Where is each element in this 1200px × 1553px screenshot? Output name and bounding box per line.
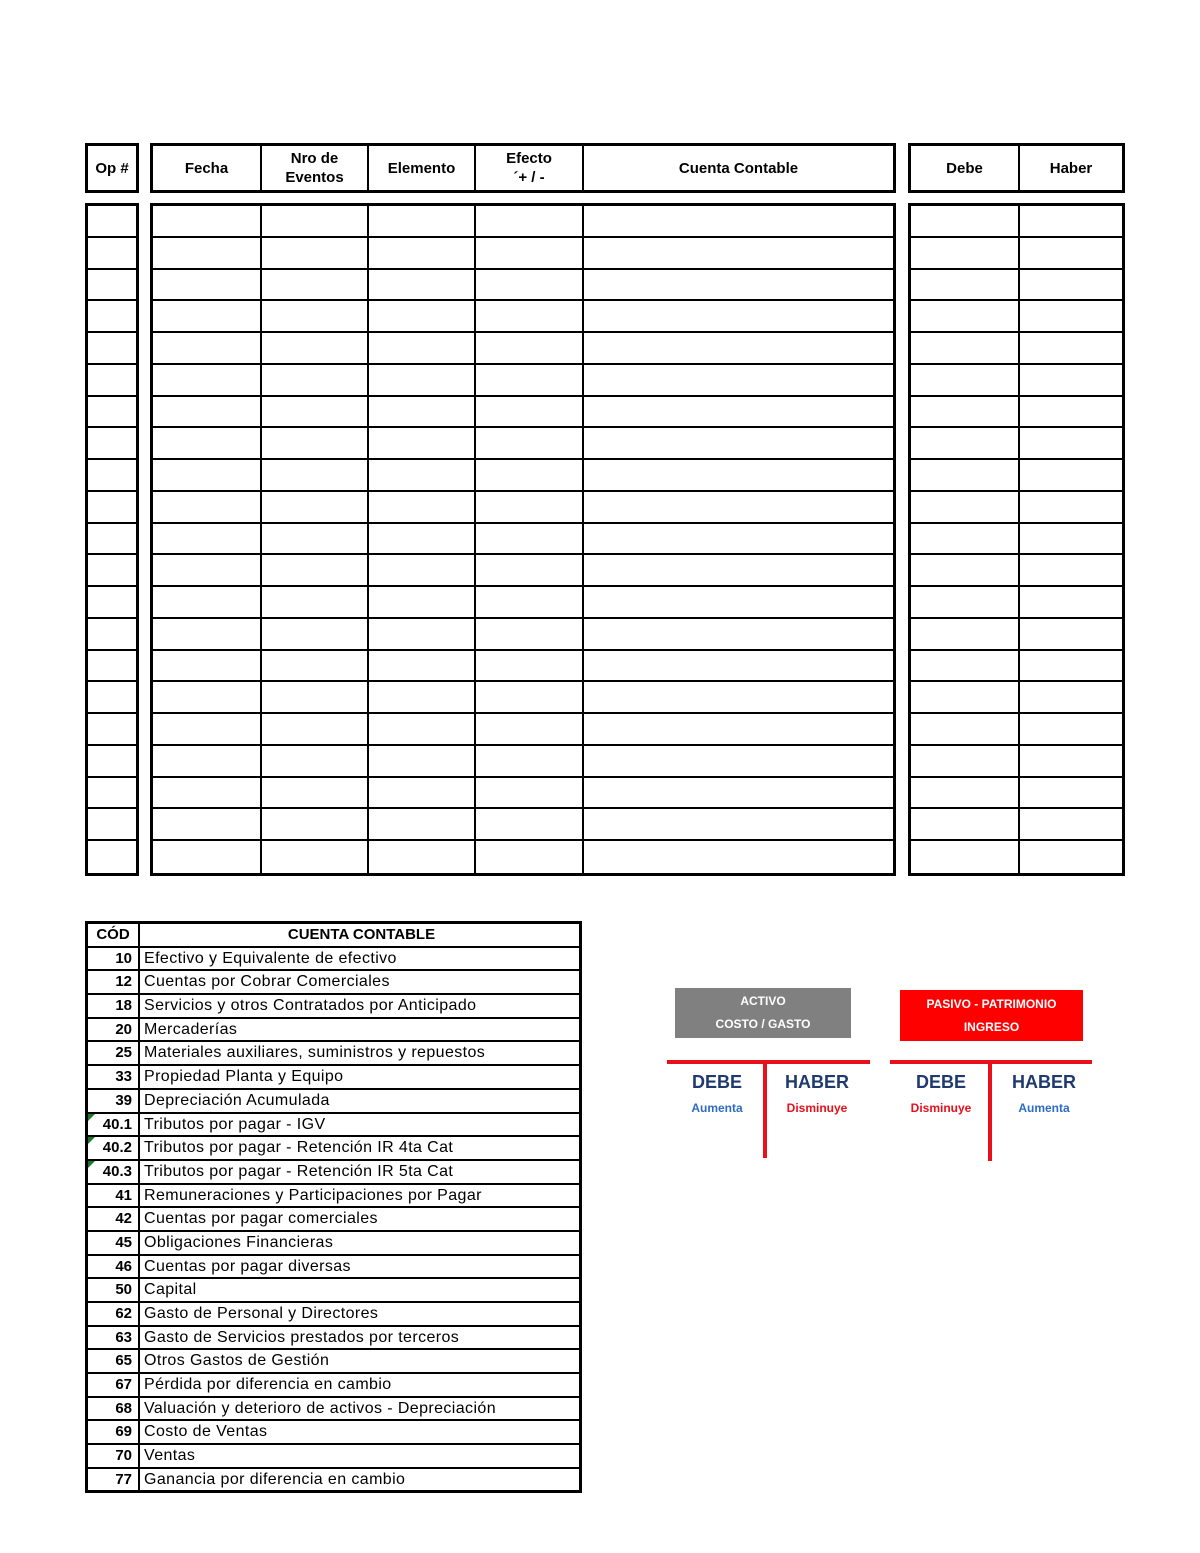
journal-fecha-cell[interactable] [153, 651, 262, 683]
journal-fecha-cell[interactable] [153, 841, 262, 873]
journal-efecto-cell[interactable] [476, 841, 584, 873]
journal-haber-cell[interactable] [1020, 428, 1122, 460]
journal-fecha-cell[interactable] [153, 619, 262, 651]
activo-line2: COSTO / GASTO [715, 1017, 811, 1031]
journal-elemento-cell[interactable] [369, 841, 476, 873]
efecto-line2: ´+ / - [513, 169, 545, 186]
journal-haber-cell[interactable] [1020, 651, 1122, 683]
journal-nro-eventos-cell[interactable] [262, 682, 369, 714]
left-t-vertical [763, 1060, 767, 1158]
journal-haber-cell[interactable] [1020, 492, 1122, 524]
journal-debe-cell[interactable] [911, 238, 1020, 270]
journal-nro-eventos-cell[interactable] [262, 714, 369, 746]
journal-fecha-cell[interactable] [153, 492, 262, 524]
op-column-grid [85, 203, 139, 876]
journal-elemento-cell[interactable] [369, 619, 476, 651]
journal-elemento-cell[interactable] [369, 682, 476, 714]
pasivo-box [900, 990, 1083, 1041]
account-code: 18 [88, 995, 140, 1017]
account-row [88, 1327, 579, 1351]
account-code: 65 [88, 1350, 140, 1372]
account-name: Efectivo y Equivalente de efectivo [144, 949, 397, 967]
journal-op-cell[interactable] [88, 492, 136, 524]
left-debe-effect: Aumenta [691, 1101, 743, 1115]
journal-fecha-cell[interactable] [153, 809, 262, 841]
account-code: 68 [88, 1398, 140, 1420]
left-debe-label: DEBE [691, 1072, 742, 1092]
journal-efecto-cell[interactable] [476, 238, 584, 270]
journal-cuenta-contable-cell[interactable] [584, 587, 893, 619]
journal-fecha-cell[interactable] [153, 778, 262, 810]
journal-fecha-cell[interactable] [153, 428, 262, 460]
journal-fecha-cell[interactable] [153, 397, 262, 429]
journal-cuenta-contable-cell[interactable] [584, 524, 893, 556]
journal-elemento-cell[interactable] [369, 492, 476, 524]
journal-header [150, 143, 896, 193]
journal-fecha-cell[interactable] [153, 333, 262, 365]
journal-efecto-cell[interactable] [476, 809, 584, 841]
account-code: 45 [88, 1232, 140, 1254]
journal-haber-cell[interactable] [1020, 206, 1122, 238]
account-name: Ventas [144, 1447, 196, 1465]
efecto-line1: Efecto [506, 150, 552, 167]
right-debe-label: DEBE [915, 1072, 966, 1092]
journal-debe-cell[interactable] [911, 270, 1020, 302]
journal-fecha-cell[interactable] [153, 460, 262, 492]
journal-op-cell[interactable] [88, 714, 136, 746]
nro-eventos-line2: Eventos [285, 169, 344, 186]
journal-op-cell[interactable] [88, 619, 136, 651]
account-row [88, 1232, 579, 1256]
journal-op-cell[interactable] [88, 587, 136, 619]
account-name: Capital [144, 1281, 197, 1299]
journal-debe-cell[interactable] [911, 841, 1020, 873]
account-code-table [85, 921, 582, 1493]
account-row [88, 1114, 579, 1138]
account-name: Otros Gastos de Gestión [144, 1352, 330, 1370]
journal-haber-cell[interactable] [1020, 587, 1122, 619]
journal-cuenta-contable-cell[interactable] [584, 301, 893, 333]
journal-elemento-cell[interactable] [369, 524, 476, 556]
right-haber-label: HABER [1011, 1072, 1076, 1092]
journal-cuenta-contable-cell[interactable] [584, 746, 893, 778]
journal-elemento-cell[interactable] [369, 809, 476, 841]
journal-debe-cell[interactable] [911, 714, 1020, 746]
account-row [88, 1445, 579, 1469]
account-name: Depreciación Acumulada [144, 1091, 330, 1109]
journal-nro-eventos-cell[interactable] [262, 841, 369, 873]
amounts-grid [908, 203, 1125, 876]
account-row [88, 1208, 579, 1232]
left-t-horizontal [667, 1060, 870, 1064]
account-name: Cuentas por Cobrar Comerciales [144, 973, 390, 991]
journal-op-cell[interactable] [88, 841, 136, 873]
journal-elemento-cell[interactable] [369, 651, 476, 683]
journal-op-cell[interactable] [88, 365, 136, 397]
journal-efecto-cell[interactable] [476, 746, 584, 778]
journal-cuenta-contable-cell[interactable] [584, 428, 893, 460]
journal-nro-eventos-cell[interactable] [262, 746, 369, 778]
journal-op-cell[interactable] [88, 555, 136, 587]
journal-cuenta-contable-cell[interactable] [584, 651, 893, 683]
journal-haber-cell[interactable] [1020, 809, 1122, 841]
journal-cuenta-contable-cell[interactable] [584, 333, 893, 365]
haber-header: Haber [1049, 159, 1093, 177]
account-name: Remuneraciones y Participaciones por Pagar [144, 1186, 482, 1204]
journal-op-cell[interactable] [88, 524, 136, 556]
journal-efecto-cell[interactable] [476, 778, 584, 810]
journal-nro-eventos-cell[interactable] [262, 492, 369, 524]
account-row [88, 1398, 579, 1422]
elemento-header: Elemento [369, 146, 476, 190]
journal-efecto-cell[interactable] [476, 714, 584, 746]
journal-op-cell[interactable] [88, 428, 136, 460]
account-name: Tributos por pagar - Retención IR 5ta Cat [144, 1162, 454, 1180]
account-code: 70 [88, 1445, 140, 1467]
account-code: 40.2 [88, 1137, 140, 1159]
journal-efecto-cell[interactable] [476, 651, 584, 683]
journal-nro-eventos-cell[interactable] [262, 333, 369, 365]
journal-op-cell[interactable] [88, 460, 136, 492]
account-name: Mercaderías [144, 1020, 238, 1038]
account-row [88, 1256, 579, 1280]
op-header [85, 143, 139, 193]
account-row [88, 1374, 579, 1398]
journal-elemento-cell[interactable] [369, 270, 476, 302]
account-code: 25 [88, 1042, 140, 1064]
journal-debe-cell[interactable] [911, 206, 1020, 238]
journal-cuenta-contable-cell[interactable] [584, 555, 893, 587]
activo-box [675, 988, 851, 1038]
account-code: 41 [88, 1185, 140, 1207]
journal-elemento-cell[interactable] [369, 301, 476, 333]
op-header-label: Op # [95, 159, 129, 177]
journal-efecto-cell[interactable] [476, 460, 584, 492]
account-name: Gasto de Servicios prestados por terceros [144, 1328, 460, 1346]
account-row [88, 1469, 579, 1493]
journal-efecto-cell[interactable] [476, 270, 584, 302]
account-name: Cuentas por pagar comerciales [144, 1210, 378, 1228]
journal-op-cell[interactable] [88, 206, 136, 238]
account-code: 67 [88, 1374, 140, 1396]
journal-cuenta-contable-cell[interactable] [584, 397, 893, 429]
account-row [88, 1185, 579, 1209]
journal-efecto-cell[interactable] [476, 492, 584, 524]
journal-haber-cell[interactable] [1020, 397, 1122, 429]
journal-fecha-cell[interactable] [153, 365, 262, 397]
account-code: 40.3 [88, 1161, 140, 1183]
journal-fecha-cell[interactable] [153, 238, 262, 270]
journal-debe-cell[interactable] [911, 682, 1020, 714]
journal-debe-cell[interactable] [911, 428, 1020, 460]
journal-haber-cell[interactable] [1020, 841, 1122, 873]
journal-haber-cell[interactable] [1020, 301, 1122, 333]
account-name: Tributos por pagar - Retención IR 4ta Cat [144, 1139, 454, 1157]
journal-haber-cell[interactable] [1020, 714, 1122, 746]
account-name: Cuentas por pagar diversas [144, 1257, 351, 1275]
journal-nro-eventos-cell[interactable] [262, 270, 369, 302]
journal-efecto-cell[interactable] [476, 301, 584, 333]
journal-efecto-cell[interactable] [476, 619, 584, 651]
journal-debe-cell[interactable] [911, 301, 1020, 333]
account-name: Gasto de Personal y Directores [144, 1305, 379, 1322]
journal-haber-cell[interactable] [1020, 746, 1122, 778]
journal-nro-eventos-cell[interactable] [262, 206, 369, 238]
left-haber-label: HABER [784, 1072, 849, 1092]
journal-efecto-cell[interactable] [476, 587, 584, 619]
journal-op-cell[interactable] [88, 651, 136, 683]
journal-elemento-cell[interactable] [369, 428, 476, 460]
journal-cuenta-contable-cell[interactable] [584, 682, 893, 714]
journal-debe-cell[interactable] [911, 492, 1020, 524]
account-code: 77 [88, 1469, 140, 1493]
journal-haber-cell[interactable] [1020, 778, 1122, 810]
journal-nro-eventos-cell[interactable] [262, 301, 369, 333]
journal-debe-cell[interactable] [911, 778, 1020, 810]
cuenta-contable-header: Cuenta Contable [678, 159, 799, 177]
journal-haber-cell[interactable] [1020, 524, 1122, 556]
journal-debe-cell[interactable] [911, 524, 1020, 556]
journal-op-cell[interactable] [88, 778, 136, 810]
journal-op-cell[interactable] [88, 270, 136, 302]
journal-debe-cell[interactable] [911, 555, 1020, 587]
journal-haber-cell[interactable] [1020, 270, 1122, 302]
journal-debe-cell[interactable] [911, 397, 1020, 429]
account-code: 39 [88, 1090, 140, 1112]
journal-nro-eventos-cell[interactable] [262, 460, 369, 492]
account-table-header [88, 924, 579, 948]
journal-efecto-cell[interactable] [476, 555, 584, 587]
journal-elemento-cell[interactable] [369, 555, 476, 587]
account-code: 20 [88, 1019, 140, 1041]
account-code: 10 [88, 948, 140, 970]
cell-comment-marker [88, 1161, 95, 1168]
account-name: Obligaciones Financieras [144, 1233, 334, 1251]
account-row [88, 1161, 579, 1185]
nro-eventos-line1: Nro de [290, 150, 339, 167]
journal-fecha-cell[interactable] [153, 206, 262, 238]
account-name: Valuación y deterioro de activos - Depreciación [144, 1399, 497, 1417]
account-name: Propiedad Planta y Equipo [144, 1068, 344, 1086]
journal-haber-cell[interactable] [1020, 333, 1122, 365]
journal-haber-cell[interactable] [1020, 238, 1122, 270]
journal-efecto-cell[interactable] [476, 682, 584, 714]
efecto-header [476, 146, 584, 190]
activo-line1: ACTIVO [740, 994, 786, 1008]
journal-op-cell[interactable] [88, 682, 136, 714]
journal-efecto-cell[interactable] [476, 524, 584, 556]
journal-fecha-cell[interactable] [153, 714, 262, 746]
journal-haber-cell[interactable] [1020, 365, 1122, 397]
account-row [88, 971, 579, 995]
journal-elemento-cell[interactable] [369, 365, 476, 397]
journal-fecha-cell[interactable] [153, 270, 262, 302]
account-name: Pérdida por diferencia en cambio [144, 1376, 392, 1394]
journal-nro-eventos-cell[interactable] [262, 365, 369, 397]
journal-op-cell[interactable] [88, 301, 136, 333]
account-code: 46 [88, 1256, 140, 1278]
journal-cuenta-contable-cell[interactable] [584, 206, 893, 238]
journal-haber-cell[interactable] [1020, 460, 1122, 492]
journal-nro-eventos-cell[interactable] [262, 778, 369, 810]
journal-debe-cell[interactable] [911, 460, 1020, 492]
journal-elemento-cell[interactable] [369, 778, 476, 810]
account-code: 12 [88, 971, 140, 993]
journal-entries-grid [150, 203, 896, 876]
account-name: Materiales auxiliares, suministros y repuestos [144, 1044, 486, 1062]
journal-debe-cell[interactable] [911, 746, 1020, 778]
code-header: CÓD [88, 924, 140, 946]
journal-elemento-cell[interactable] [369, 587, 476, 619]
journal-nro-eventos-cell[interactable] [262, 397, 369, 429]
account-row [88, 1090, 579, 1114]
journal-fecha-cell[interactable] [153, 587, 262, 619]
journal-cuenta-contable-cell[interactable] [584, 809, 893, 841]
debe-header: Debe [911, 146, 1020, 190]
journal-fecha-cell[interactable] [153, 524, 262, 556]
journal-elemento-cell[interactable] [369, 746, 476, 778]
account-row [88, 1137, 579, 1161]
account-name: Servicios y otros Contratados por Anticipado [144, 997, 477, 1015]
account-row [88, 1279, 579, 1303]
account-row [88, 1042, 579, 1066]
account-code: 50 [88, 1279, 140, 1301]
right-t-vertical [988, 1060, 992, 1161]
amount-header [908, 143, 1125, 193]
journal-cuenta-contable-cell[interactable] [584, 619, 893, 651]
journal-fecha-cell[interactable] [153, 746, 262, 778]
journal-nro-eventos-cell[interactable] [262, 428, 369, 460]
journal-haber-cell[interactable] [1020, 555, 1122, 587]
account-code: 62 [88, 1303, 140, 1325]
journal-nro-eventos-cell[interactable] [262, 238, 369, 270]
nro-eventos-header [262, 146, 369, 190]
journal-nro-eventos-cell[interactable] [262, 587, 369, 619]
account-name: Ganancia por diferencia en cambio [144, 1470, 406, 1488]
journal-op-cell[interactable] [88, 238, 136, 270]
journal-elemento-cell[interactable] [369, 397, 476, 429]
journal-op-cell[interactable] [88, 809, 136, 841]
journal-cuenta-contable-cell[interactable] [584, 238, 893, 270]
journal-cuenta-contable-cell[interactable] [584, 492, 893, 524]
journal-elemento-cell[interactable] [369, 460, 476, 492]
journal-nro-eventos-cell[interactable] [262, 619, 369, 651]
journal-fecha-cell[interactable] [153, 301, 262, 333]
journal-debe-cell[interactable] [911, 619, 1020, 651]
journal-op-cell[interactable] [88, 333, 136, 365]
journal-cuenta-contable-cell[interactable] [584, 365, 893, 397]
journal-haber-cell[interactable] [1020, 619, 1122, 651]
journal-elemento-cell[interactable] [369, 206, 476, 238]
account-row [88, 1303, 579, 1327]
journal-cuenta-contable-cell[interactable] [584, 841, 893, 873]
pasivo-line1: PASIVO - PATRIMONIO [926, 996, 1057, 1011]
journal-debe-cell[interactable] [911, 365, 1020, 397]
pasivo-line2: INGRESO [963, 1019, 1020, 1034]
journal-cuenta-contable-cell[interactable] [584, 778, 893, 810]
journal-fecha-cell[interactable] [153, 682, 262, 714]
account-code: 40.1 [88, 1114, 140, 1136]
account-name: Tributos por pagar - IGV [144, 1115, 326, 1133]
journal-fecha-cell[interactable] [153, 555, 262, 587]
journal-cuenta-contable-cell[interactable] [584, 270, 893, 302]
fecha-header: Fecha [153, 146, 262, 190]
journal-nro-eventos-cell[interactable] [262, 555, 369, 587]
account-row [88, 1350, 579, 1374]
journal-efecto-cell[interactable] [476, 365, 584, 397]
account-code: 33 [88, 1066, 140, 1088]
journal-haber-cell[interactable] [1020, 682, 1122, 714]
journal-elemento-cell[interactable] [369, 238, 476, 270]
journal-elemento-cell[interactable] [369, 333, 476, 365]
journal-efecto-cell[interactable] [476, 397, 584, 429]
account-code: 42 [88, 1208, 140, 1230]
account-name: Costo de Ventas [144, 1423, 268, 1441]
journal-debe-cell[interactable] [911, 651, 1020, 683]
journal-op-cell[interactable] [88, 746, 136, 778]
journal-efecto-cell[interactable] [476, 206, 584, 238]
journal-nro-eventos-cell[interactable] [262, 809, 369, 841]
journal-efecto-cell[interactable] [476, 428, 584, 460]
right-debe-effect: Disminuye [910, 1101, 972, 1115]
account-row [88, 948, 579, 972]
left-haber-effect: Disminuye [786, 1101, 848, 1115]
journal-cuenta-contable-cell[interactable] [584, 714, 893, 746]
cell-comment-marker [88, 1137, 95, 1144]
account-code: 63 [88, 1327, 140, 1349]
account-row [88, 1421, 579, 1445]
journal-cuenta-contable-cell[interactable] [584, 460, 893, 492]
journal-nro-eventos-cell[interactable] [262, 651, 369, 683]
cell-comment-marker [88, 1114, 95, 1121]
right-haber-effect: Aumenta [1018, 1101, 1070, 1115]
account-name-header: CUENTA CONTABLE [287, 926, 436, 943]
account-row [88, 1019, 579, 1043]
journal-op-cell[interactable] [88, 397, 136, 429]
journal-debe-cell[interactable] [911, 809, 1020, 841]
journal-debe-cell[interactable] [911, 333, 1020, 365]
account-row [88, 1066, 579, 1090]
journal-nro-eventos-cell[interactable] [262, 524, 369, 556]
journal-elemento-cell[interactable] [369, 714, 476, 746]
journal-efecto-cell[interactable] [476, 333, 584, 365]
journal-debe-cell[interactable] [911, 587, 1020, 619]
account-row [88, 995, 579, 1019]
account-code: 69 [88, 1421, 140, 1443]
